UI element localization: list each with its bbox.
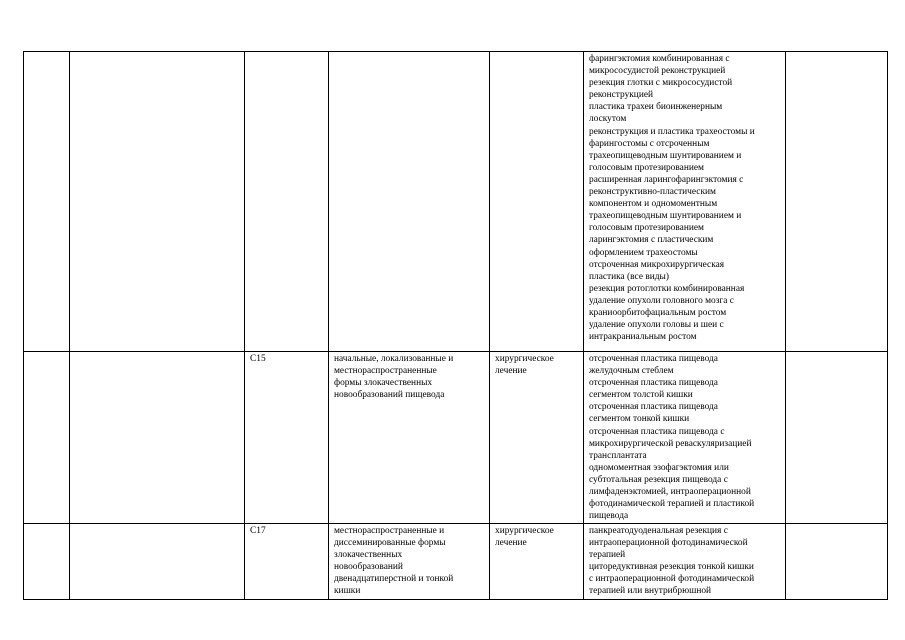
- method-line: отсроченная микрохирургическая: [589, 259, 725, 270]
- method-line: трансплантата: [589, 450, 647, 461]
- diagnosis-cell: [329, 524, 490, 600]
- method-line: удаление опухоли головы и шеи с: [589, 320, 724, 331]
- method-line: голосовым протезированием: [589, 223, 704, 234]
- method-line: одномоментная эзофагэктомия или: [589, 462, 729, 473]
- icd-code: C15: [250, 354, 266, 364]
- method-line: отсроченная пластика пищевода: [589, 402, 718, 413]
- method-line: резекция глотки с микрососудистой: [589, 78, 733, 89]
- methods-cell: [584, 524, 786, 600]
- method-line: интраоперационной фотодинамической: [589, 538, 748, 549]
- treatment-type-line: хирургическое: [495, 354, 554, 364]
- method-line: реконструктивно-пластическим: [589, 187, 716, 198]
- method-line: пластика трахеи биоинженерным: [589, 102, 723, 113]
- treatment-type-line: лечение: [495, 366, 527, 377]
- row-number-cell: [24, 52, 70, 352]
- method-line: панкреатодуоденальная резекция с: [589, 526, 728, 536]
- method-line: голосовым протезированием: [589, 162, 704, 173]
- table-row: [24, 352, 888, 524]
- icd-code: C17: [250, 526, 266, 536]
- icd-code-cell: [245, 52, 329, 352]
- treatment-type-line: лечение: [495, 538, 527, 549]
- method-line: реконструкция и пластика трахеостомы и: [589, 126, 755, 137]
- methods-cell: [584, 352, 786, 524]
- diagnosis-line: злокачественных: [334, 550, 403, 561]
- method-line: реконструкцией: [589, 90, 654, 101]
- method-line: трахеопищеводным шунтированием и: [589, 150, 742, 161]
- care-type-cell: [70, 352, 245, 524]
- method-line: расширенная ларингофарингэктомия с: [589, 174, 744, 185]
- diagnosis-line: формы злокачественных: [334, 378, 433, 389]
- method-line: отсроченная пластика пищевода: [589, 378, 718, 389]
- method-line: лимфаденэктомией, интраоперационной: [589, 487, 751, 498]
- diagnosis-line: новообразований: [334, 562, 403, 573]
- table-row: [24, 52, 888, 352]
- icd-code-cell: [245, 524, 329, 600]
- method-line: с интраоперационной фотодинамической: [589, 574, 755, 585]
- treatment-type-cell: [490, 524, 584, 600]
- funding-cell: [786, 52, 888, 352]
- method-line: фарингэктомия комбинированная с: [589, 54, 730, 64]
- method-line: отсроченная пластика пищевода: [589, 354, 718, 364]
- method-line: фарингостомы с отсроченным: [589, 138, 710, 149]
- funding-cell: [786, 352, 888, 524]
- method-line: микрохирургической реваскуляризацией: [589, 438, 752, 449]
- method-line: краниоорбитофациальным ростом: [589, 307, 727, 318]
- method-line: компонентом и одномоментным: [589, 199, 718, 210]
- diagnosis-line: местнораспространенные: [334, 366, 437, 377]
- diagnosis-line: диссеминированные формы: [334, 538, 446, 549]
- methods-cell: [584, 52, 786, 352]
- method-line: желудочным стеблем: [589, 366, 674, 377]
- method-line: удаление опухоли головного мозга с: [589, 295, 734, 306]
- table-row: [24, 524, 888, 600]
- medical-care-table: [23, 51, 888, 600]
- diagnosis-line: кишки: [334, 586, 361, 597]
- diagnosis-line: двенадцатиперстной и тонкой: [334, 574, 454, 585]
- method-line: отсроченная пластика пищевода с: [589, 426, 725, 437]
- treatment-type-cell: [490, 352, 584, 524]
- method-line: трахеопищеводным шунтированием и: [589, 211, 742, 222]
- diagnosis-cell: [329, 52, 490, 352]
- method-line: лоскутом: [589, 114, 627, 125]
- funding-cell: [786, 524, 888, 600]
- method-line: ларингэктомия с пластическим: [589, 235, 714, 246]
- diagnosis-line: местнораспространенные и: [334, 526, 445, 536]
- treatment-type-line: хирургическое: [495, 526, 554, 536]
- method-line: микрососудистой реконструкцией: [589, 66, 726, 77]
- diagnosis-line: новообразований пищевода: [334, 390, 445, 401]
- method-line: пластика (все виды): [589, 271, 669, 282]
- diagnosis-line: начальные, локализованные и: [334, 354, 454, 364]
- diagnosis-cell: [329, 352, 490, 524]
- treatment-type-cell: [490, 52, 584, 352]
- care-type-cell: [70, 524, 245, 600]
- icd-code-cell: [245, 352, 329, 524]
- method-line: пищевода: [589, 511, 629, 522]
- method-line: сегментом тонкой кишки: [589, 414, 690, 425]
- method-line: интракраниальным ростом: [589, 332, 697, 343]
- method-line: резекция ротоглотки комбинированная: [589, 283, 745, 294]
- method-line: циторедуктивная резекция тонкой кишки: [589, 562, 754, 573]
- method-line: сегментом толстой кишки: [589, 390, 693, 401]
- method-line: субтотальная резекция пищевода с: [589, 474, 728, 485]
- method-line: терапией: [589, 550, 626, 561]
- care-type-cell: [70, 52, 245, 352]
- row-number-cell: [24, 352, 70, 524]
- method-line: фотодинамической терапией и пластикой: [589, 499, 755, 510]
- method-line: оформлением трахеостомы: [589, 247, 698, 258]
- method-line: терапией или внутрибрюшной: [589, 586, 712, 597]
- row-number-cell: [24, 524, 70, 600]
